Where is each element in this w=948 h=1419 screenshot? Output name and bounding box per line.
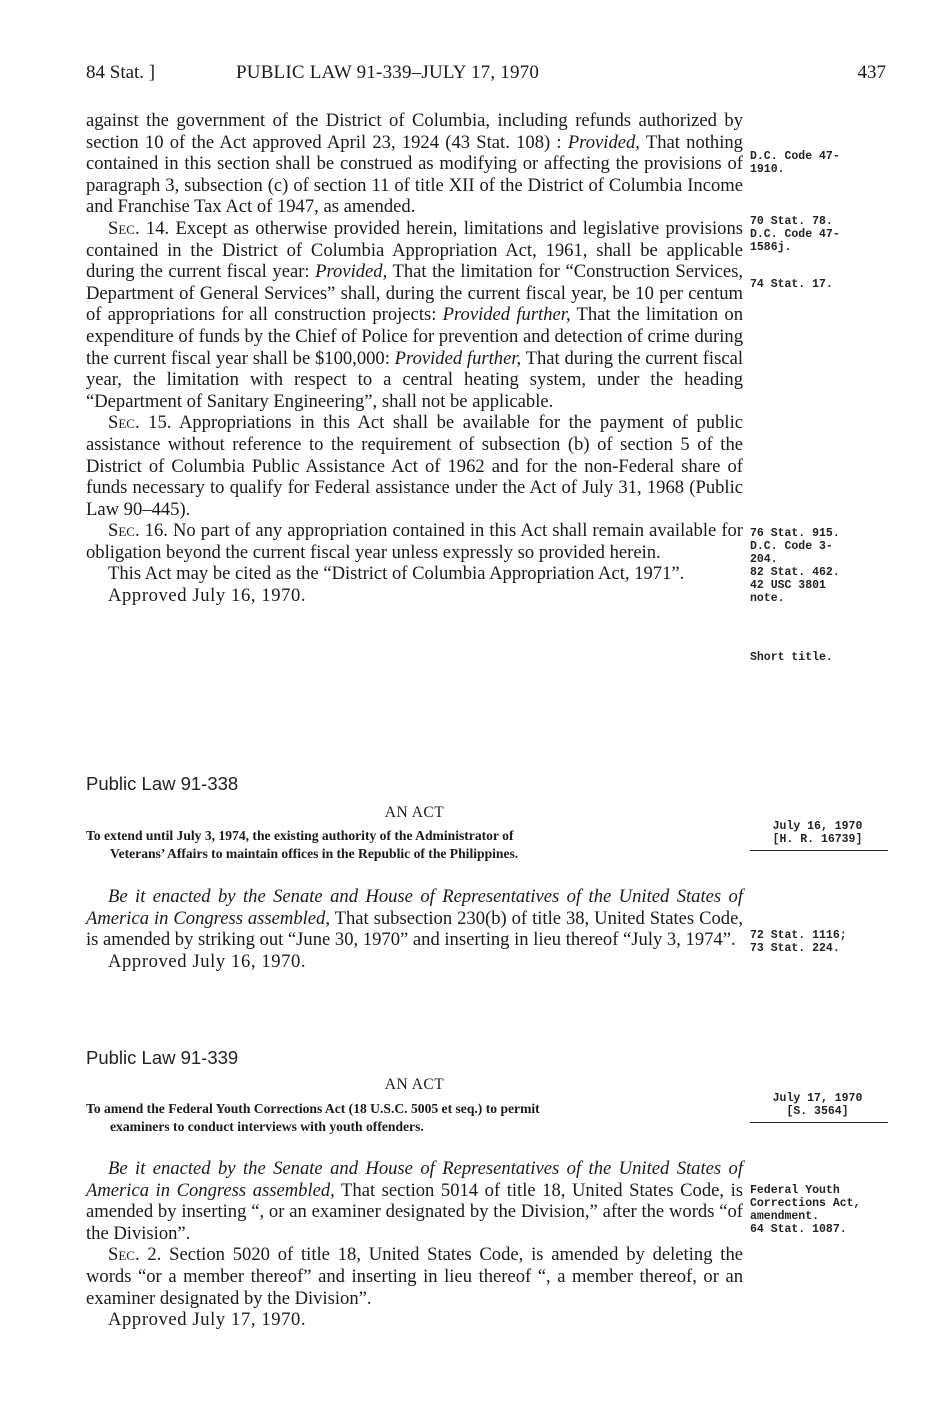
page-number: 437 — [857, 62, 886, 83]
purpose-339: To amend the Federal Youth Corrections Act (18 U.S.C. 5005 et seq.) to permit examiners to conduct interviews with youth offenders. — [86, 1101, 540, 1134]
margin-note-70-stat-78: 70 Stat. 78. D.C. Code 47- 1586j. — [750, 215, 840, 254]
section-14: Sec. 14. Except as otherwise provided herein, limitations and legislative provisions contained in the District of Columbia Appropriation Act, 1961, shall be applicable during the current fiscal year: Provided, That the limitation for “Construction Services, Department of General Services” shall, during the current fiscal year, be 10 per centum of appropriations for all construction projects: Provided further, That the limitation on expenditure of funds by the Chief of Police for prevention and detection of crime during the current fiscal year shall be $100,000: Provided further, That during the current fiscal year, the limitation with respect to a central heating system, under the heading “Department of Sanitary Engineering”, shall not be applicable. — [86, 217, 743, 412]
appropriation-act-text — [86, 110, 743, 607]
margin-rule-339 — [750, 1122, 888, 1123]
margin-note-72-stat-1116: 72 Stat. 1116; 73 Stat. 224. — [750, 929, 847, 955]
law-338-text — [86, 886, 743, 972]
section-16: Sec. 16. No part of any appropriation contained in this Act shall remain available for obligation beyond the current fiscal year unless expressly so provided herein. — [86, 520, 743, 563]
public-law-338-title: Public Law 91-338 — [86, 773, 239, 794]
short-title-paragraph: This Act may be cited as the “District of Columbia Appropriation Act, 1971”. — [108, 563, 685, 585]
header-title: PUBLIC LAW 91-339–JULY 17, 1970 — [236, 62, 540, 83]
approved-date-339: Approved July 17, 1970. — [108, 1309, 307, 1331]
public-law-339-title: Public Law 91-339 — [86, 1047, 239, 1068]
an-act-heading-338: AN ACT — [384, 804, 445, 821]
margin-note-76-stat-915: 76 Stat. 915. D.C. Code 3- 204. 82 Stat. 462. 42 USC 3801 note. — [750, 527, 840, 605]
purpose-338: To extend until July 3, 1974, the existing authority of the Administrator of Veterans’ Affairs to maintain offices in the Republic of the Philippines. — [86, 828, 519, 861]
section-15: Sec. 15. Appropriations in this Act shall be available for the payment of public assistance without reference to the requirement of subsection (b) of section 5 of the District of Columbia Public Assistance Act of 1962 and for the non-Federal share of funds necessary to qualify for Federal assistance under the Act of July 31, 1968 (Public Law 90–445). — [86, 412, 743, 520]
margin-note-dc-code-47-1910: D.C. Code 47- 1910. — [750, 150, 840, 176]
approved-date-1: Approved July 16, 1970. — [108, 585, 307, 607]
margin-note-federal-youth-corrections: Federal Youth Corrections Act, amendment. 64 Stat. 1087. — [750, 1184, 861, 1236]
approved-date-338: Approved July 16, 1970. — [108, 950, 307, 972]
margin-note-74-stat-17: 74 Stat. 17. — [750, 278, 833, 291]
page-header — [86, 62, 886, 92]
margin-rule-338 — [750, 850, 888, 851]
enacting-clause-338: Be it enacted by the Senate and House of Representatives of the United States of America in Congress assembled, That subsection 230(b) of title 38, United States Code, is amended by striking out “June 30, 1970” and inserting in lieu thereof “July 3, 1974”. — [86, 886, 743, 951]
law-339-text — [86, 1158, 743, 1331]
enacting-clause-339: Be it enacted by the Senate and House of Representatives of the United States of America in Congress assembled, That section 5014 of title 18, United States Code, is amended by inserting “, or an examiner designated by the Division,” after the words “of the Division”. — [86, 1158, 743, 1244]
margin-note-date-338: July 16, 1970 [H. R. 16739] — [772, 820, 863, 846]
margin-note-short-title: Short title. — [750, 651, 833, 664]
header-stat-volume: 84 Stat. ] — [86, 62, 156, 83]
margin-note-date-339: July 17, 1970 [S. 3564] — [772, 1092, 863, 1118]
section-2-339: Sec. 2. Section 5020 of title 18, United States Code, is amended by deleting the words “or a member thereof” and inserting in lieu thereof “, a member thereof, or an examiner designated by the Division”. — [86, 1244, 744, 1309]
paragraph-refunds: against the government of the District of Columbia, including refunds authorized by section 10 of the Act approved April 23, 1924 (43 Stat. 108) : Provided, That nothing contained in this section shall be construed as modifying or affecting the provisions of paragraph 3, subsection (c) of section 11 of title XII of the District of Columbia Income and Franchise Tax Act of 1947, as amended. — [86, 110, 743, 218]
an-act-heading-339: AN ACT — [384, 1076, 445, 1093]
